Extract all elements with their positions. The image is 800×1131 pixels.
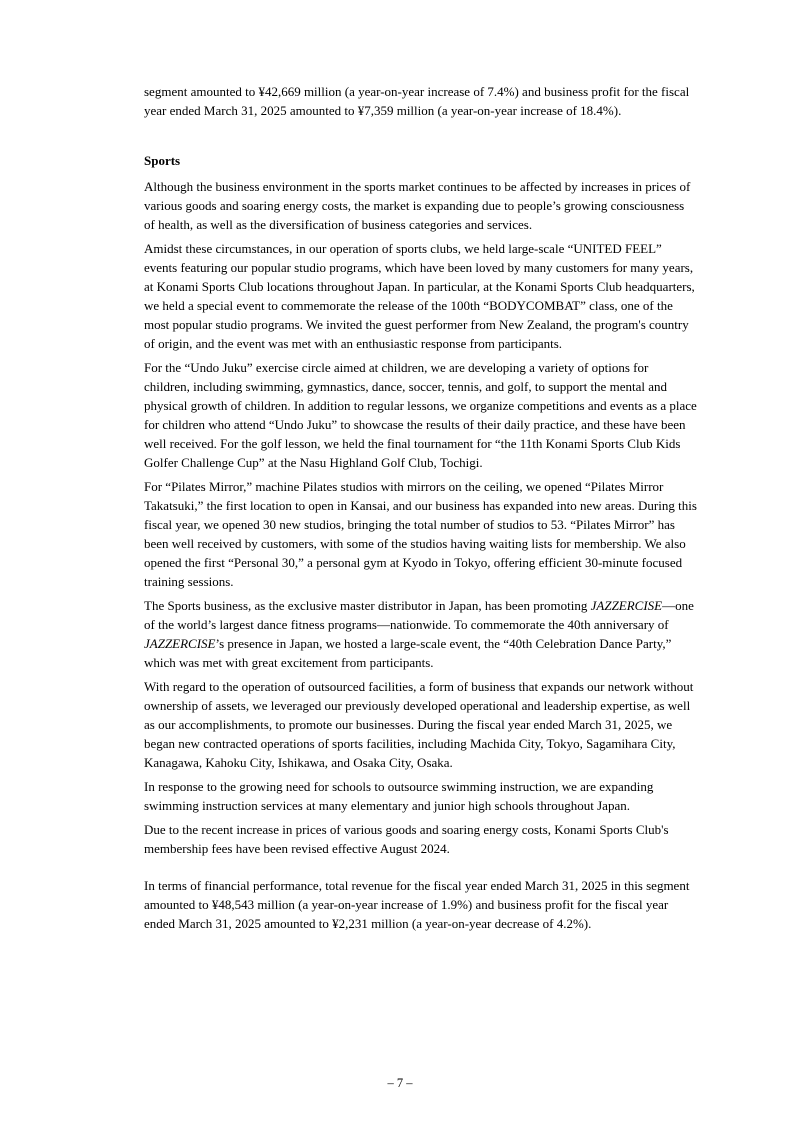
- section-paragraphs: [144, 177, 697, 858]
- body-paragraph: [144, 177, 697, 234]
- continuation-paragraph: segment amounted to ¥42,669 million (a year-on-year increase of 7.4%) and business profit for the fiscal year ended March 31, 2025 amounted to ¥7,359 million (a year-on-year increase of 18.4%).: [144, 84, 690, 118]
- body-paragraph: [144, 596, 697, 672]
- body-paragraph: [144, 477, 697, 591]
- italic-text-run: JAZZERCISE: [590, 598, 663, 613]
- body-paragraph: [144, 239, 697, 353]
- section-heading-sports: Sports: [144, 153, 181, 168]
- text-run: With regard to the operation of outsourced facilities, a form of business that expands our network without ownership of assets, we leveraged our previously developed operational and leadership expertise, as well as our accomplishments, to promote our businesses. During the fiscal year ended March 31, 2025, we began new contracted operations of sports facilities, including Machida City, Tokyo, Sagamihara City, Kanagawa, Kahoku City, Ishikawa, and Osaka City, Osaka.: [144, 679, 694, 770]
- text-run: Amidst these circumstances, in our operation of sports clubs, we held large-scale “UNITED FEEL” events featuring our popular studio programs, which have been loved by many customers for many years, at Konami Sports Club locations throughout Japan. In particular, at the Konami Sports Club headquarters, we held a special event to commemorate the release of the 100th “BODYCOMBAT” class, one of the most popular studio programs. We invited the guest performer from New Zealand, the program's country of origin, and the event was met with an enthusiastic response from participants.: [144, 241, 695, 351]
- financial-summary-paragraph: In terms of financial performance, total revenue for the fiscal year ended March 31, 2025 in this segment amounted to ¥48,543 million (a year-on-year increase of 1.9%) and business profit for the fiscal year ended March 31, 2025 amounted to ¥2,231 million (a year-on-year decrease of 4.2%).: [144, 878, 690, 931]
- italic-text-run: JAZZERCISE: [144, 636, 216, 651]
- body-paragraph: [144, 358, 697, 472]
- page-number: – 7 –: [387, 1076, 413, 1090]
- body-paragraph: [144, 777, 697, 815]
- text-run: —one of the world’s largest dance fitness programs—nationwide. To commemorate the 40th anniversary of: [144, 598, 694, 632]
- text-run: For “Pilates Mirror,” machine Pilates studios with mirrors on the ceiling, we opened “Pilates Mirror Takatsuki,” the first location to open in Kansai, and our business has expanded into new areas. During this fiscal year, we opened 30 new studios, bringing the total number of studios to 53. “Pilates Mirror” has been well received by customers, with some of the studios having waiting lists for membership. We also opened the first “Personal 30,” a personal gym at Kyodo in Tokyo, offering efficient 30-minute focused training sessions.: [144, 479, 697, 589]
- body-paragraph: [144, 820, 697, 858]
- page-footer: [0, 1074, 800, 1093]
- text-run: The Sports business, as the exclusive master distributor in Japan, has been promoting: [144, 598, 591, 613]
- text-run: For the “Undo Juku” exercise circle aimed at children, we are developing a variety of options for children, including swimming, gymnastics, dance, soccer, tennis, and golf, to support the mental and physical growth of children. In addition to regular lessons, we organize competitions and events as a place for children who attend “Undo Juku” to showcase the results of their daily practice, and these have been well received. For the golf lesson, we held the final tournament for “the 11th Konami Sports Club Kids Golfer Challenge Cup” at the Nasu Highland Golf Club, Tochigi.: [144, 360, 697, 470]
- text-run: Although the business environment in the sports market continues to be affected by increases in prices of various goods and soaring energy costs, the market is expanding due to people’s growing consciousness of health, as well as the diversification of business categories and services.: [144, 179, 691, 232]
- body-paragraph: [144, 677, 697, 772]
- text-run: ’s presence in Japan, we hosted a large-scale event, the “40th Celebration Dance Party,” which was met with great excitement from participants.: [144, 636, 672, 670]
- page-content: [144, 82, 697, 938]
- text-run: Due to the recent increase in prices of various goods and soaring energy costs, Konami Sports Club's membership fees have been revised effective August 2024.: [144, 822, 669, 856]
- text-run: In response to the growing need for schools to outsource swimming instruction, we are expanding swimming instruction services at many elementary and junior high schools throughout Japan.: [144, 779, 654, 813]
